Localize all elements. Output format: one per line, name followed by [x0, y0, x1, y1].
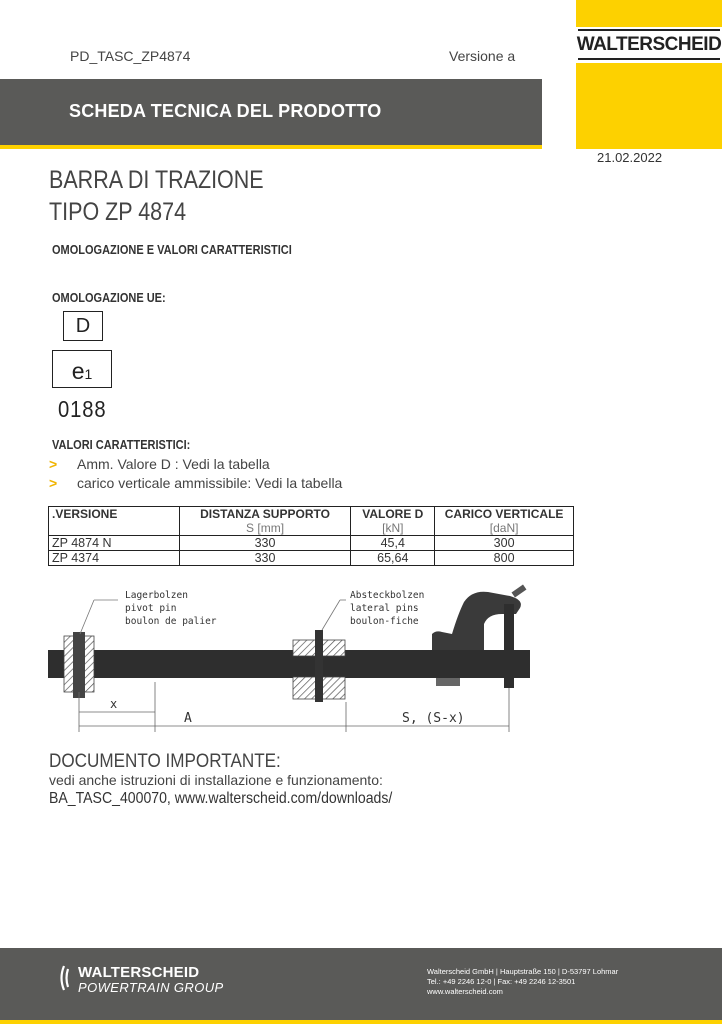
header-version: .VERSIONE: [49, 507, 180, 536]
dim-x: x: [110, 697, 118, 711]
bullet-arrow-icon: >: [49, 456, 58, 472]
approval-section-title: OMOLOGAZIONE E VALORI CARATTERISTICI: [52, 243, 292, 257]
cell-d-value: 65,64: [351, 551, 435, 566]
country-mark-box: D: [63, 311, 103, 341]
table-row: [49, 536, 574, 551]
header-vertical-load: CARICO VERTICALE [daN]: [435, 507, 574, 536]
e-mark-number: 1: [84, 366, 93, 382]
label-lateral-pins: Absteckbolzen lateral pins boulon-fiche: [350, 590, 425, 627]
cell-distance: 330: [179, 536, 351, 551]
dim-s: S, (S-x): [402, 711, 465, 726]
brand-yellow-block: [576, 0, 722, 149]
product-title-line1: BARRA DI TRAZIONE: [49, 166, 264, 194]
bullet-arrow-icon: >: [49, 475, 58, 491]
cell-vertical-load: 300: [435, 536, 574, 551]
cell-d-value: 45,4: [351, 536, 435, 551]
table-header-row: [49, 507, 574, 536]
footer-accent: [0, 1020, 722, 1024]
header-d-value: VALORE D [kN]: [351, 507, 435, 536]
important-note: vedi anche istruzioni di installazione e funzionamento:: [49, 772, 383, 788]
pivot-pin: [73, 632, 85, 698]
lateral-pin: [315, 630, 323, 702]
header-distance: DISTANZA SUPPORTO S [mm]: [179, 507, 351, 536]
bullet-item: [49, 475, 342, 491]
label-pivot-pin: Lagerbolzen pivot pin boulon de palier: [125, 590, 217, 627]
address-line: www.walterscheid.com: [427, 987, 503, 996]
important-title: DOCUMENTO IMPORTANTE:: [49, 751, 281, 772]
document-date: 21.02.2022: [597, 150, 663, 165]
bullet-text: Amm. Valore D : Vedi la tabella: [77, 456, 270, 472]
address-line: Tel.: +49 2246 12-0 | Fax: +49 2246 12-3501: [427, 977, 576, 986]
hitch-bolts: [436, 678, 460, 686]
ue-approval-label: OMOLOGAZIONE UE:: [52, 291, 166, 305]
important-reference: BA_TASC_400070, www.walterscheid.com/downloads/: [49, 790, 393, 807]
bullet-item: [49, 456, 270, 472]
spec-table: [48, 506, 574, 566]
cell-version: ZP 4874 N: [49, 536, 180, 551]
page-title: SCHEDA TECNICA DEL PRODOTTO: [69, 101, 382, 121]
hitch-pin: [504, 604, 514, 688]
document-version: Versione a: [449, 48, 516, 64]
values-section-title: VALORI CARATTERISTICI:: [52, 438, 191, 452]
cell-vertical-load: 800: [435, 551, 574, 566]
approval-number: 0188: [58, 396, 107, 422]
document-code: PD_TASC_ZP4874: [70, 48, 191, 64]
dim-a: A: [184, 711, 192, 726]
e-mark-letter: e: [71, 358, 85, 384]
footer-brand: WALTERSCHEID: [78, 964, 200, 981]
table-row: [49, 551, 574, 566]
bullet-text: carico verticale ammissibile: Vedi la tabella: [77, 475, 343, 491]
cell-version: ZP 4374: [49, 551, 180, 566]
e-mark-box: [52, 350, 112, 388]
hitch-pin-handle: [512, 585, 527, 598]
walterscheid-logo: WALTERSCHEID: [576, 34, 722, 55]
footer-group: POWERTRAIN GROUP: [78, 980, 224, 995]
drawbar-technical-drawing: [40, 574, 540, 734]
walterscheid-emblem-icon: [60, 965, 74, 991]
cell-distance: 330: [179, 551, 351, 566]
address-line: Walterscheid GmbH | Hauptstraße 150 | D-53797 Lohmar: [427, 967, 619, 976]
drawbar-body: [48, 650, 530, 678]
product-title-line2: TIPO ZP 4874: [49, 198, 187, 226]
footer-address: [427, 967, 618, 997]
title-band-accent: [0, 145, 542, 149]
